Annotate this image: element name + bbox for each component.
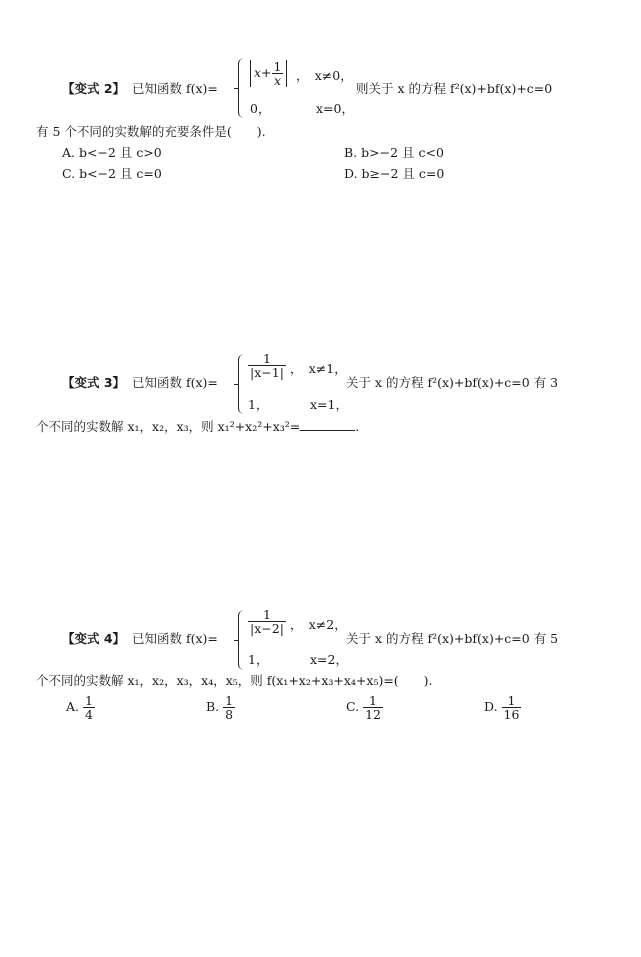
option-d[interactable]: D. b≥−2 且 c=0 [344, 166, 445, 181]
case-2-condition: x=1， [310, 397, 348, 412]
option-d[interactable]: D. $\frac{1}{16}$ [484, 693, 520, 722]
function-lead: 已知函数 f(x)= [132, 631, 218, 646]
function-lead: 已知函数 f(x)= [132, 375, 218, 390]
option-a[interactable]: A. $\frac{1}{4}$ [66, 693, 93, 722]
question-text: 有 5 个不同的实数解的充要条件是( ). [36, 124, 266, 139]
question-text: 个不同的实数解 x₁，x₂，x₃，则 x₁²+x₂²+x₃²= . [36, 419, 360, 434]
case-2-value: 1， [248, 397, 269, 412]
function-lead: 已知函数 f(x)= [132, 81, 218, 96]
case-1-condition: ， x≠0， [296, 68, 353, 83]
option-a[interactable]: A. b<−2 且 c>0 [62, 145, 162, 160]
piecewise-brace [238, 610, 247, 670]
problem-tag: 【变式 4】 [62, 631, 126, 646]
question-text: 个不同的实数解 x₁，x₂，x₃，x₄，x₅，则 f(x₁+x₂+x₃+x₄+x₅)=( ). [36, 673, 433, 688]
answer-blank[interactable] [300, 418, 355, 431]
case-1-condition: ， x≠2， [290, 617, 347, 632]
case-2-condition: x=0， [316, 101, 354, 116]
equation-text: 关于 x 的方程 f²(x)+bf(x)+c=0 有 3 [346, 375, 559, 390]
equation-text: 则关于 x 的方程 f²(x)+bf(x)+c=0 [356, 81, 553, 96]
option-b[interactable]: B. b>−2 且 c<0 [344, 145, 444, 160]
case-1-expression: $\frac{1}{|x-1|}$ [250, 351, 284, 380]
case-2-condition: x=2， [310, 652, 348, 667]
option-b[interactable]: B. $\frac{1}{8}$ [206, 693, 234, 722]
option-c[interactable]: C. b<−2 且 c=0 [62, 166, 162, 181]
equation-text: 关于 x 的方程 f²(x)+bf(x)+c=0 有 5 [346, 631, 559, 646]
problem-tag: 【变式 2】 [62, 81, 126, 96]
case-1-expression: x+ $\frac{1}{x}$ [250, 60, 287, 87]
option-c[interactable]: C. $\frac{1}{12}$ [346, 693, 381, 722]
case-2-value: 1， [248, 652, 269, 667]
problem-tag: 【变式 3】 [62, 375, 126, 390]
case-1-expression: $\frac{1}{|x-2|}$ [250, 607, 284, 636]
piecewise-brace [238, 58, 247, 118]
case-2-value: 0， [250, 101, 271, 116]
case-1-condition: ， x≠1， [290, 361, 347, 376]
piecewise-brace [238, 354, 247, 414]
